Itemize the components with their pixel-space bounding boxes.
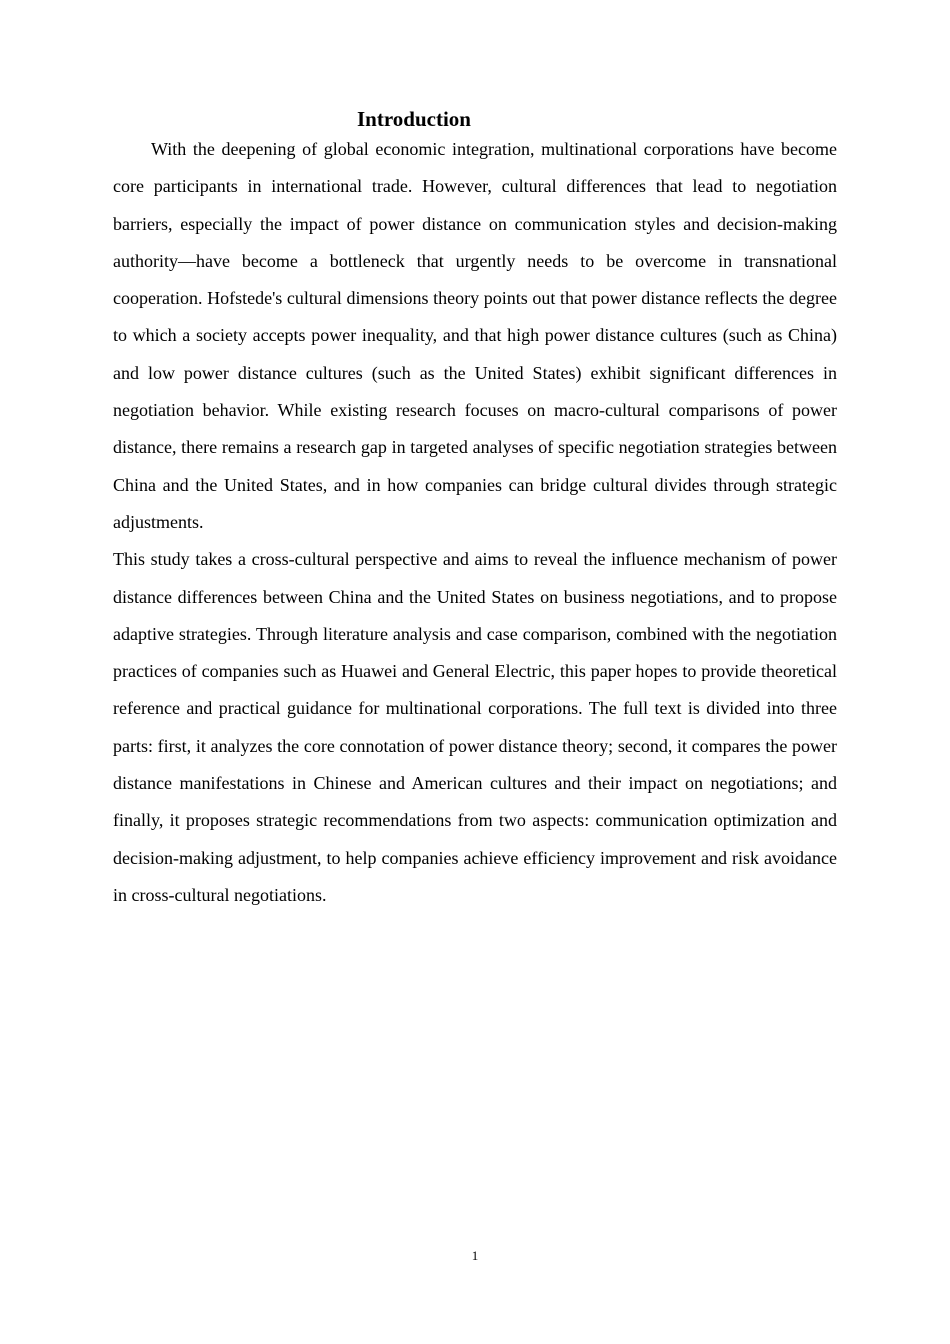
body-text	[113, 131, 837, 914]
paragraph-1: With the deepening of global economic integration, multinational corporations have become core participants in international trade. However, cultural differences that lead to negotiation barriers, especially the impact of power distance on communication styles and decision-making authority—have become a bottleneck that urgently needs to be overcome in transnational cooperation. Hofstede's cultural dimensions theory points out that power distance reflects the degree to which a society accepts power inequality, and that high power distance cultures (such as China) and low power distance cultures (such as the United States) exhibit significant differences in negotiation behavior. While existing research focuses on macro-cultural comparisons of power distance, there remains a research gap in targeted analyses of specific negotiation strategies between China and the United States, and in how companies can bridge cultural divides through strategic adjustments.	[113, 139, 837, 532]
paragraph-2: This study takes a cross-cultural perspective and aims to reveal the influence mechanism of power distance differences between China and the United States on business negotiations, and to propose adaptive strategies. Through literature analysis and case comparison, combined with the negotiation practices of companies such as Huawei and General Electric, this paper hopes to provide theoretical reference and practical guidance for multinational corporations. The full text is divided into three parts: first, it analyzes the core connotation of power distance theory; second, it compares the power distance manifestations in Chinese and American cultures and their impact on negotiations; and finally, it proposes strategic recommendations from two aspects: communication optimization and decision-making adjustment, to help companies achieve efficiency improvement and risk avoidance in cross-cultural negotiations.	[113, 549, 837, 905]
page-number: 1	[471, 1248, 479, 1263]
section-heading: Introduction	[357, 107, 471, 131]
